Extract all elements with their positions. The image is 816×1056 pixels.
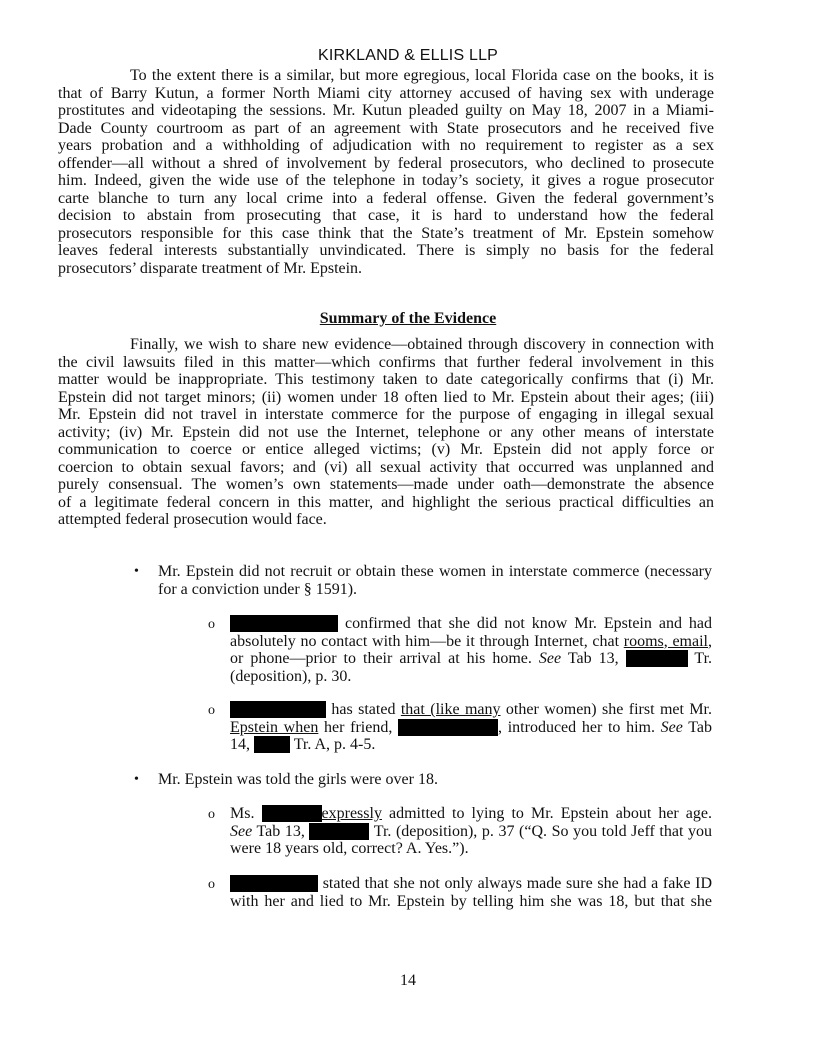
letterhead: KIRKLAND & ELLIS LLP bbox=[317, 47, 499, 64]
text: other women) she first met Mr. bbox=[500, 701, 713, 718]
text-line: for a conviction under § 1591). bbox=[158, 580, 358, 598]
redaction-box bbox=[262, 805, 322, 822]
text-line: of a legitimate federal concern in this matter, and highlight the serious practical difficulties an bbox=[58, 493, 714, 511]
text: stated that she not only always made sure she had a fake ID bbox=[322, 875, 713, 892]
text: Tr. A, p. 4-5. bbox=[293, 736, 376, 753]
text-line: that of Barry Kutun, a former North Miami city attorney accused of having sex with underage bbox=[58, 84, 714, 102]
sub-bullet-icon: o bbox=[208, 617, 215, 632]
text-line: decision to abstain from prosecuting that case, it is hard to understand how the federal bbox=[58, 207, 714, 224]
text: Tr. (deposition), p. 37 (“Q. So you told Jeff that you bbox=[373, 822, 713, 840]
text: 14, bbox=[230, 736, 250, 753]
redaction-box bbox=[230, 875, 318, 892]
redaction-box bbox=[230, 701, 326, 718]
text-line: (deposition), p. 30. bbox=[230, 667, 352, 685]
bullet-icon: • bbox=[134, 564, 139, 579]
text: See bbox=[230, 822, 253, 840]
text: confirmed that she did not know Mr. Epstein and had bbox=[344, 615, 712, 632]
redaction-box bbox=[626, 650, 688, 667]
text: rooms, email bbox=[623, 632, 708, 650]
text: admitted to lying to Mr. Epstein about her age. bbox=[381, 805, 713, 822]
bullet-item-2 bbox=[158, 771, 712, 789]
text: , introduced her to him. bbox=[498, 718, 661, 736]
text: her friend, bbox=[318, 718, 393, 736]
text-line: carte blanche to turn any local crime into a federal offense. Given the federal government’s bbox=[58, 189, 714, 207]
text-line: the civil lawsuits filed in this matter—which confirms that further federal involvement in this bbox=[58, 353, 714, 371]
text: Ms. bbox=[230, 805, 255, 822]
text: See bbox=[660, 718, 683, 736]
redaction-box bbox=[309, 823, 369, 840]
text: has stated bbox=[331, 701, 401, 718]
sub-bullet-item-1 bbox=[230, 615, 712, 685]
text-line: To the extent there is a similar, but more egregious, local Florida case on the books, it is bbox=[130, 67, 714, 84]
text-line: leaves federal interests substantially unvindicated. There is simply no basis for the federal bbox=[58, 242, 714, 259]
text-line: prostitutes and videotaping the sessions. Mr. Kutun pleaded guilty on May 18, 2007 in a Miami- bbox=[58, 102, 714, 119]
text: absolutely no contact with him—be it through Internet, chat bbox=[230, 632, 624, 650]
text: Tab 13, bbox=[561, 650, 619, 667]
text: Tab 13, bbox=[252, 822, 305, 840]
text-line: prosecutors’ disparate treatment of Mr. Epstein. bbox=[58, 259, 363, 277]
text-line: Dade County courtroom as part of an agreement with State prosecutors and he received five bbox=[58, 119, 714, 137]
text-line: Mr. Epstein did not travel in interstate commerce for the purpose of engaging in illegal sexual bbox=[58, 406, 714, 423]
text-line: prosecutors responsible for this case think that the State’s treatment of Mr. Epstein somehow bbox=[58, 224, 714, 242]
text: that (like many bbox=[400, 701, 501, 718]
sub-bullet-item-3 bbox=[230, 805, 712, 858]
page-number: 14 bbox=[400, 972, 416, 989]
sub-bullet-item-4 bbox=[230, 875, 712, 910]
text-line: with her and lied to Mr. Epstein by telling him she was 18, but that she bbox=[230, 892, 712, 910]
paragraph-1 bbox=[58, 67, 714, 277]
text-line: purely consensual. The women’s own statements—made under oath—demonstrate the absence bbox=[58, 476, 714, 493]
sub-bullet-item-2 bbox=[230, 701, 712, 754]
text: , bbox=[708, 632, 712, 650]
text-line: communication to coerce or entice alleged victims; (v) Mr. Epstein did not apply force or bbox=[58, 441, 714, 458]
bullet-item-1 bbox=[158, 563, 712, 598]
text-line: attempted federal prosecution would face. bbox=[58, 511, 327, 528]
text-line: coercion to obtain sexual favors; and (vi) all sexual activity that occurred was unplanned and bbox=[58, 458, 714, 476]
sub-bullet-icon: o bbox=[208, 877, 215, 892]
text: Epstein when bbox=[230, 718, 319, 736]
redaction-box bbox=[398, 719, 498, 736]
paragraph-2 bbox=[58, 336, 714, 529]
text-line: activity; (iv) Mr. Epstein did not use the Internet, telephone or any other means of interstate bbox=[58, 423, 714, 441]
text-line: were 18 years old, correct? A. Yes.”). bbox=[230, 840, 469, 857]
text-line: Mr. Epstein did not recruit or obtain these women in interstate commerce (necessary bbox=[158, 563, 712, 580]
text-line: him. Indeed, given the wide use of the telephone in today’s society, it gives a rogue prosecutor bbox=[58, 172, 714, 189]
text: Tr. bbox=[694, 650, 713, 667]
bullet-icon: • bbox=[134, 772, 139, 787]
text: See bbox=[538, 650, 562, 667]
text-line: offender—all without a shred of involvement by federal prosecutors, who declined to prosecute bbox=[58, 154, 714, 172]
text-line: matter would be inappropriate. This testimony taken to date categorically confirms that (i) Mr. bbox=[58, 371, 714, 388]
text: Tab bbox=[682, 718, 713, 736]
section-heading: Summary of the Evidence bbox=[319, 310, 497, 327]
text-line: Epstein did not target minors; (ii) women under 18 often lied to Mr. Epstein about their ages; (iii) bbox=[58, 388, 714, 406]
sub-bullet-icon: o bbox=[208, 807, 215, 822]
redaction-box bbox=[230, 615, 338, 632]
text: or phone—prior to their arrival at his home. bbox=[230, 650, 539, 667]
redaction-box bbox=[254, 736, 290, 753]
text-line: years probation and a withholding of adjudication with no requirement to register as a sex bbox=[58, 137, 714, 154]
text-line: Mr. Epstein was told the girls were over 18. bbox=[158, 771, 438, 788]
text: expressly bbox=[321, 805, 382, 822]
text-line: Finally, we wish to share new evidence—obtained through discovery in connection with bbox=[130, 336, 714, 353]
sub-bullet-icon: o bbox=[208, 703, 215, 718]
